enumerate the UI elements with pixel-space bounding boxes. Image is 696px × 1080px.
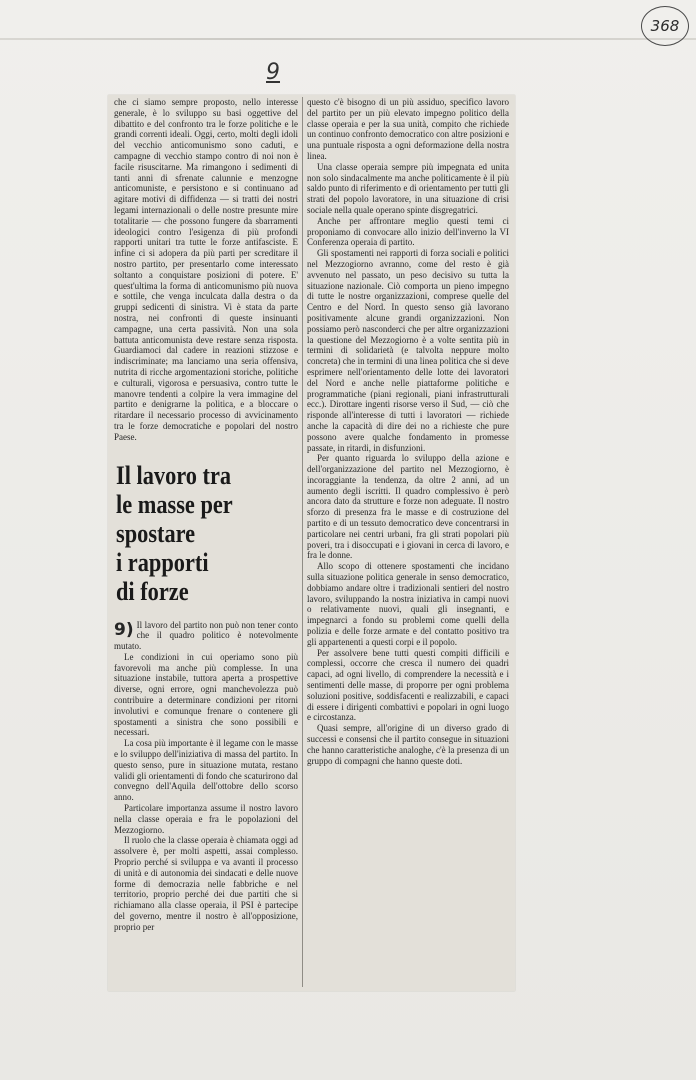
body-paragraph: Gli spostamenti nei rapporti di forza sociali e politici nel Mezzogiorno avranno, come del resto è già avvenuto nel passato, un peso decisivo su tutta la situazione nazionale. Ciò comporta un pieno impegno di tutte le nostre organizzazioni, comprese quelle del Centro e del Nord. In questo senso già lavorano positivamente alcune grandi organizzazioni. Non possiamo però nasconderci che per altre organizzazioni la questione del Mezzogiorno è a volte sentita più in termini di solidarietà (e talvolta neppure molto concreta) che in termini di una linea politica che si deve esprimere nell'orientamento delle lotte dei lavoratori del Nord e anche nelle piattaforme politiche e programmatiche (piani regionali, piani infrastrutturali ecc.). Dirottare ingenti risorse verso il Sud, — ciò che risponde all'interesse di tutti i lavoratori — richiede anche la capacità di dire dei no a richieste che pure possono avere qualche fondamento in promesse passate, in ritardi, in disfunzioni. <box>307 248 509 453</box>
headline-line: Il lavoro tra <box>116 460 232 490</box>
body-paragraph: La cosa più importante è il legame con le masse e lo sviluppo dell'iniziativa di massa del partito. In questo senso, pure in situazione mutata, restano validi gli orientamenti di fondo che scaturirono dal convegno dell'Aquila dell'ottobre dello scorso anno. <box>114 738 298 803</box>
page-number: 9 <box>266 60 280 85</box>
section-number: 9) <box>114 619 134 640</box>
right-column <box>307 97 509 987</box>
left-column <box>114 97 298 977</box>
archive-number-stamp: 368 <box>641 6 689 46</box>
body-paragraph: Allo scopo di ottenere spostamenti che incidano sulla situazione politica generale in senso democratico, dobbiamo andare oltre i tradizionali sentieri del nostro lavoro, sviluppando la nostra iniziativa in campi nuovi o relativamente nuovi, quali gli insegnanti, e impegnarci a fondo su problemi come quelli della polizia e delle forze armate e del contatto positivo tra gli appartenenti a questi corpi e il popolo. <box>307 561 509 647</box>
body-paragraph: Per assolvere bene tutti questi compiti difficili e complessi, occorre che cresca il numero dei quadri capaci, ad ogni livello, di comprendere la necessità e i sentimenti delle masse, di proporre per ogni problema soluzioni positive, soddisfacenti e realizzabili, e capaci di essere i dirigenti combattivi e popolari in ogni luogo e circostanza. <box>307 647 509 723</box>
body-paragraph <box>114 620 298 652</box>
headline-line: i rapporti <box>116 547 209 577</box>
body-paragraph: Una classe operaia sempre più impegnata ed unita non solo sindacalmente ma anche politicamente è il più saldo punto di riferimento e di orientamento per tutti gli strati del popolo lavoratore, in una situazione di crisi sociale nella quale operano spinte disgregatrici. <box>307 161 509 215</box>
body-text: Il lavoro del partito non può non tener conto che il quadro politico è notevolmente mutato. <box>114 619 298 652</box>
body-paragraph: Il ruolo che la classe operaia è chiamata oggi ad assolvere è, per molti aspetti, assai complesso. Proprio perché si sviluppa e va avanti il processo di unità e di autonomia dei sindacati e delle nuove forme di democrazia nelle fabbriche e nel territorio, proprio perché dei due partiti che si richiamano alla classe operaia, il PSI è partecipe del governo, mentre il nostro è all'opposizione, proprio per <box>114 835 298 932</box>
body-paragraph: questo c'è bisogno di un più assiduo, specifico lavoro del partito per un più elevato impegno politico della classe operaia e per la sua unità, compito che richiede un continuo confronto democratico con altre posizioni e una puntuale risposta a ogni deformazione della nostra linea. <box>307 97 509 161</box>
intro-paragraph: che ci siamo sempre proposto, nello interesse generale, è lo sviluppo su basi oggettive del dibattito e del confronto tra le forze politiche e le grandi correnti ideali. Oggi, certo, molti degli idoli del vecchio anticomunismo sono caduti, e campagne di vecchio stampo contro di noi non è facile risuscitarne. Ma rimangono i sedimenti di tanti anni di sfrenate calunnie e menzogne anticomuniste, e persistono e si continuano ad agitare motivi di diffidenza — si tratti dei nostri legami internazionali o delle nostre presunte mire totalitarie — che possono fungere da sbarramenti ideologici contro l'esigenza di più profondi rapporti unitari tra tutte le forze antifasciste. E infine ci si adopera da più parti per screditare il nostro partito, per presentarlo come interessato soltanto a conquistare posizioni di potere. E' quest'ultima la forma di anticomunismo più nuova e sottile, che venga inculcata dalla destra o da gruppi sedicenti di sinistra. Vi è stata da parte nostra, nei confronti di queste insinuanti campagne, una certa passività. Non una sola battuta anticomunista deve restare senza risposta. Guardiamoci dal cadere in reazioni stizzose e indiscriminate; ma lanciamo una seria offensiva, nutrita di ricche argomentazioni storiche, politiche e culturali, vigorosa e persuasiva, contro tutte le manovre tendenti a colpire la vera immagine del partito e denigrarne la politica, e a bloccare o ritardare il necessario processo di avvicinamento tra le forze democratiche e popolari del nostro Paese. <box>114 97 298 442</box>
body-paragraph: Particolare importanza assume il nostro lavoro nella classe operaia e fra le popolazioni del Mezzogiorno. <box>114 803 298 835</box>
headline <box>116 461 273 606</box>
body-paragraph: Le condizioni in cui operiamo sono più favorevoli ma anche più complesse. In una situazione instabile, tuttora aperta a prospettive diverse, ogni errore, ogni manchevolezza può contribuire a determinare condizioni per ritorni involutivi e comunque frenare o contenere gli spostamenti a sinistra che sono possibili e necessari. <box>114 651 298 738</box>
headline-line: di forze <box>116 576 189 606</box>
body-paragraph: Anche per affrontare meglio questi temi ci proponiamo di convocare allo inizio dell'inverno la VI Conferenza operaia di partito. <box>307 215 509 248</box>
column-divider <box>302 97 303 987</box>
body-paragraph: Per quanto riguarda lo sviluppo della azione e dell'organizzazione del partito nel Mezzogiorno, è incoraggiante la tendenza, da oltre 2 anni, ad un aumento degli iscritti. Il quadro complessivo è però ancora dato da strutture e forze non adeguate. Il nostro sforzo di presenza fra le masse e di costruzione del partito e di un tessuto democratico deve concentrarsi in particolare nei centri urbani, fra gli strati popolari più poveri, tra i disoccupati e i giovani in cerca di lavoro, e fra le donne. <box>307 453 509 561</box>
body-paragraph: Quasi sempre, all'origine di un diverso grado di successi e consensi che il partito consegue in situazioni che hanno caratteristiche analoghe, c'è la presenza di un gruppo di compagni che hanno queste doti. <box>307 723 509 766</box>
headline-line: spostare <box>116 518 196 548</box>
fold-line <box>0 38 696 40</box>
headline-line: le masse per <box>116 489 233 519</box>
